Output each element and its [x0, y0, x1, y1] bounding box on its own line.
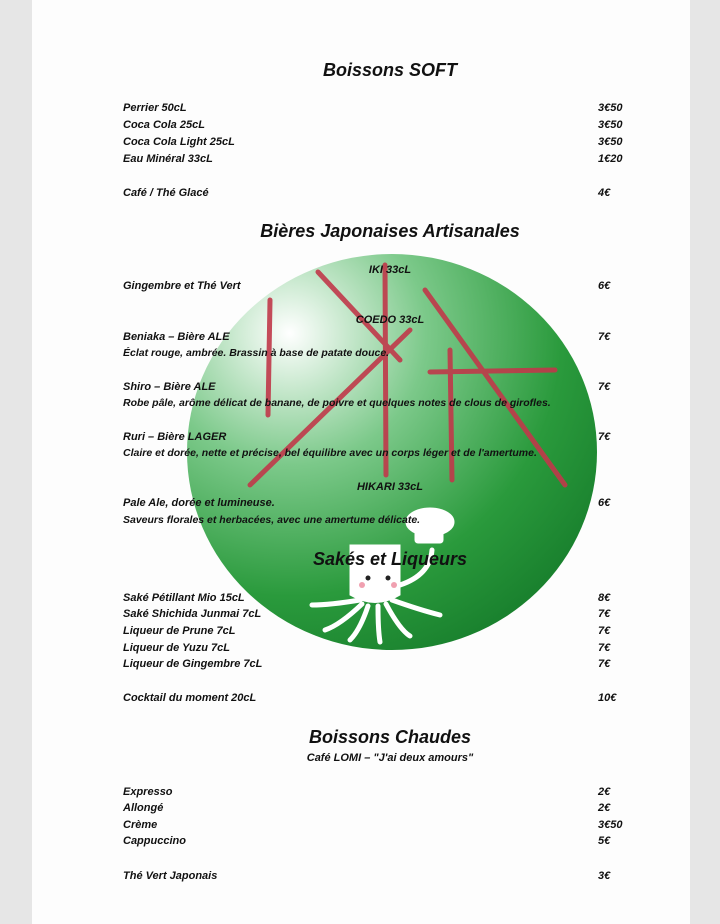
menu-item-name: Saké Pétillant Mio 15cL	[123, 592, 245, 604]
menu-item-desc: Éclat rouge, ambrée. Brassin à base de patate douce.	[123, 347, 390, 359]
menu-item-price: 2€	[598, 786, 611, 798]
menu-item-name: Thé Vert Japonais	[123, 870, 218, 882]
menu-item-name: Liqueur de Gingembre 7cL	[123, 658, 263, 670]
menu-item-name: Saké Shichida Junmai 7cL	[123, 608, 262, 620]
menu-item-name: Beniaka – Bière ALE	[123, 331, 230, 343]
menu-item-name: Coca Cola Light 25cL	[123, 136, 235, 148]
menu-item-name: Coca Cola 25cL	[123, 119, 205, 131]
menu-item-name: Expresso	[123, 786, 173, 798]
menu-item-desc: Saveurs florales et herbacées, avec une amertume délicate.	[123, 514, 421, 526]
section-title-sakes: Sakés et Liqueurs	[312, 549, 468, 569]
menu-item-price: 7€	[598, 431, 611, 443]
menu-item-desc: Claire et dorée, nette et précise, bel équilibre avec un corps léger et de l'amertume.	[123, 447, 537, 459]
menu-item-desc: Robe pâle, arôme délicat de banane, de poivre et quelques notes de clous de girofles.	[123, 397, 551, 409]
menu-item-price: 3€50	[598, 102, 623, 114]
menu-item-price: 6€	[598, 497, 611, 509]
menu-item-name: Eau Minéral 33cL	[123, 153, 213, 165]
menu-item-price: 10€	[598, 692, 617, 704]
menu-item-price: 1€20	[598, 153, 623, 165]
menu-item-name: Liqueur de Prune 7cL	[123, 625, 236, 637]
menu-item-price: 7€	[598, 331, 611, 343]
brand-iki: IKI 33cL	[368, 264, 412, 276]
menu-item-price: 7€	[598, 608, 611, 620]
menu-item-price: 3€	[598, 870, 611, 882]
menu-item-price: 6€	[598, 280, 611, 292]
menu-item-price: 7€	[598, 642, 611, 654]
menu-item-price: 3€50	[598, 119, 623, 131]
menu-item-name: Café / Thé Glacé	[123, 187, 209, 199]
menu-item-name: Gingembre et Thé Vert	[123, 280, 241, 292]
menu-item-name: Perrier 50cL	[123, 102, 187, 114]
brand-coedo: COEDO 33cL	[355, 314, 425, 326]
menu-item-name: Cappuccino	[123, 835, 186, 847]
brand-hikari: HIKARI 33cL	[356, 481, 424, 493]
section-title-soft: Boissons SOFT	[322, 60, 457, 80]
menu-item-price: 3€50	[598, 819, 623, 831]
menu-item-price: 5€	[598, 835, 611, 847]
menu-item-name: Allongé	[123, 802, 164, 814]
menu-item-name: Shiro – Bière ALE	[123, 381, 216, 393]
menu-item-price: 3€50	[598, 136, 623, 148]
menu-item-price: 7€	[598, 625, 611, 637]
menu-item-name: Crème	[123, 819, 158, 831]
menu-item-price: 8€	[598, 592, 611, 604]
menu-item-price: 2€	[598, 802, 611, 814]
menu-item-name: Liqueur de Yuzu 7cL	[123, 642, 230, 654]
section-subtitle-chaudes: Café LOMI – "J'ai deux amours"	[306, 752, 474, 764]
menu-item-price: 4€	[598, 187, 611, 199]
menu-item-name: Pale Ale, dorée et lumineuse.	[123, 497, 275, 509]
menu-item-price: 7€	[598, 658, 611, 670]
menu-item-name: Cocktail du moment 20cL	[123, 692, 257, 704]
menu-item-price: 7€	[598, 381, 611, 393]
section-title-bieres: Bières Japonaises Artisanales	[260, 221, 520, 241]
menu-item-name: Ruri – Bière LAGER	[123, 431, 227, 443]
section-title-chaudes: Boissons Chaudes	[308, 727, 472, 747]
